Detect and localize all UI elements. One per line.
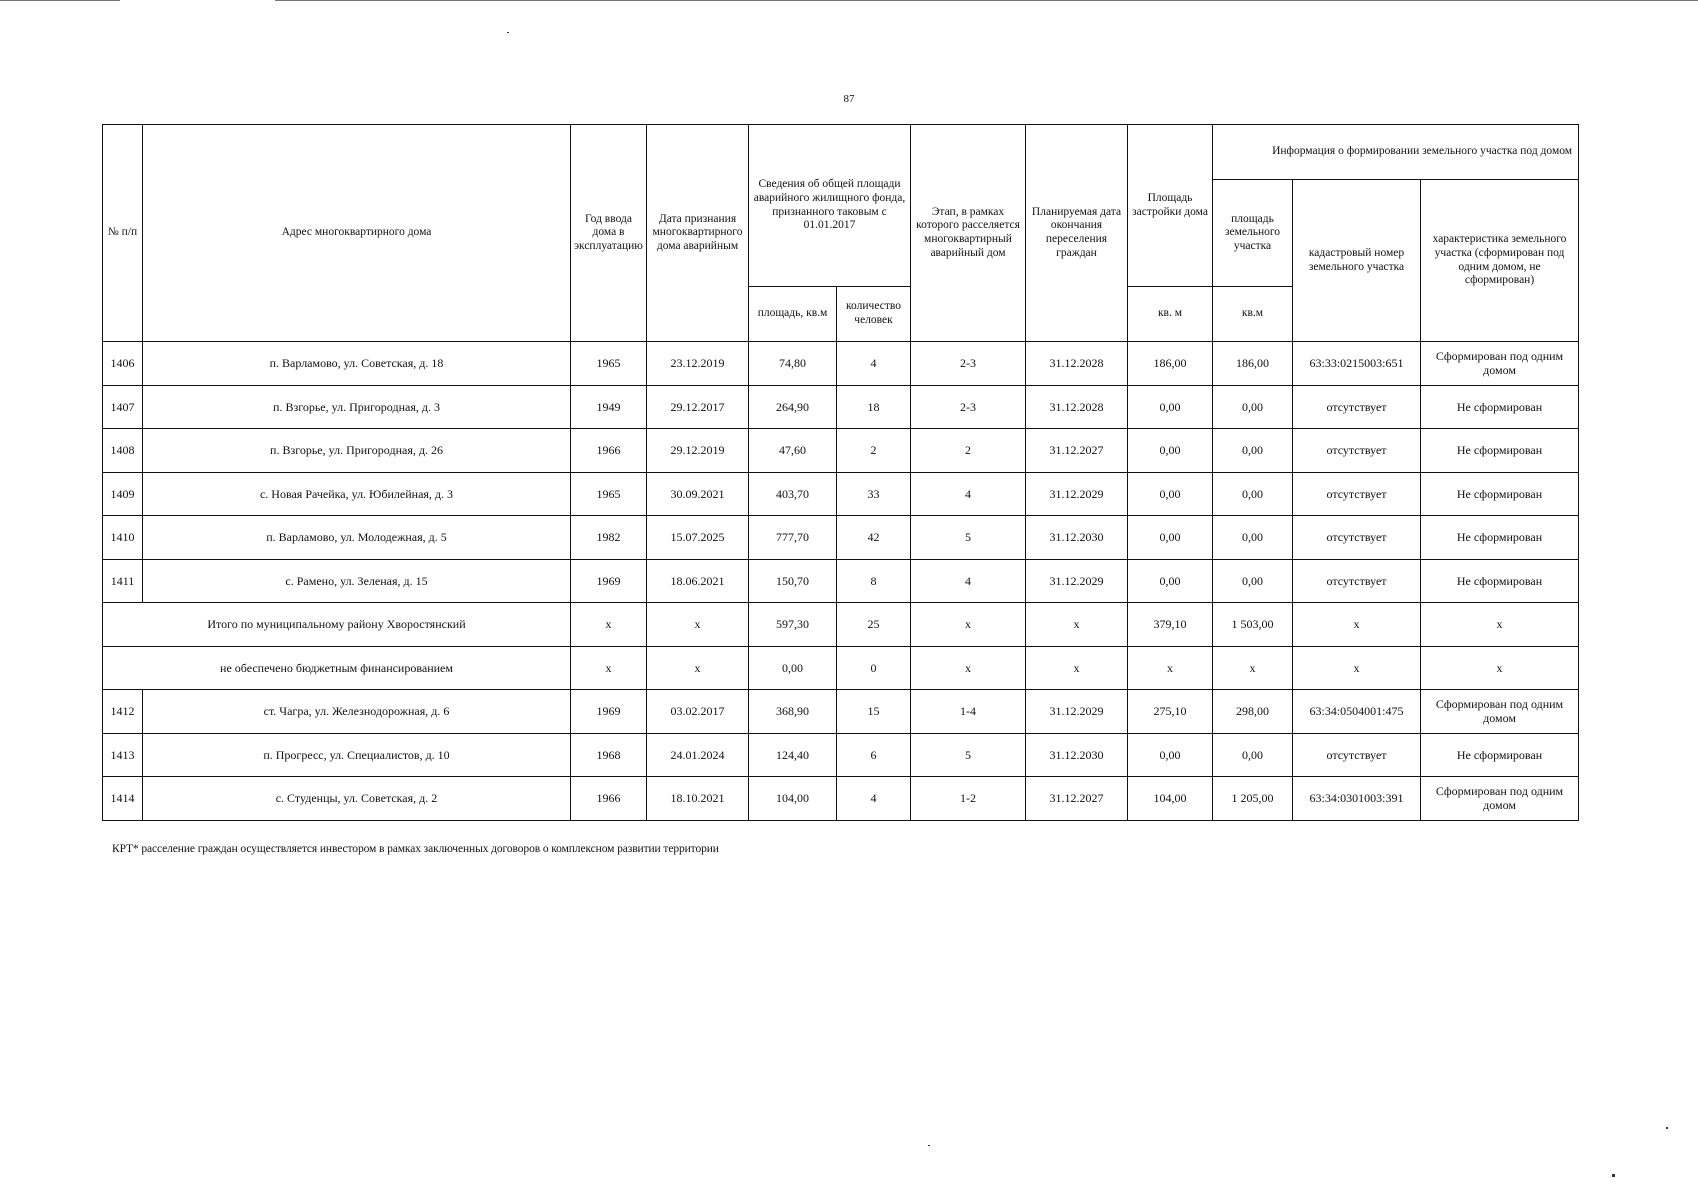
cell-area: 368,90: [749, 690, 837, 734]
cell-area: 264,90: [749, 385, 837, 429]
cell-land-area: 0,00: [1213, 385, 1293, 429]
row-address: ст. Чагра, ул. Железнодорожная, д. 6: [143, 690, 571, 734]
cell-cadastral: отсутствует: [1293, 516, 1421, 560]
table-row: [103, 472, 1579, 516]
top-rule-right: [275, 0, 1698, 1]
header-land-group: Информация о формировании земельного участка под домом: [1213, 125, 1579, 180]
header-characteristic: характеристика земельного участка (сформирован под одним домом, не сформирован): [1421, 180, 1579, 342]
cell-year: 1969: [571, 690, 647, 734]
cell-footprint: 104,00: [1128, 777, 1213, 821]
cell-date: 24.01.2024: [647, 733, 749, 777]
table-row: [103, 516, 1579, 560]
cell-footprint: 0,00: [1128, 516, 1213, 560]
cell-year: x: [571, 603, 647, 647]
cell-planned: 31.12.2028: [1026, 342, 1128, 386]
cell-date: 18.06.2021: [647, 559, 749, 603]
cell-people: 33: [837, 472, 911, 516]
cell-planned: 31.12.2029: [1026, 559, 1128, 603]
cell-planned: x: [1026, 603, 1128, 647]
header-stage: Этап, в рамках которого расселяется многоквартирный аварийный дом: [911, 125, 1026, 342]
cell-cadastral: 63:33:0215003:651: [1293, 342, 1421, 386]
cell-date: x: [647, 646, 749, 690]
scan-speck: [507, 32, 509, 33]
cell-year: 1965: [571, 472, 647, 516]
summary-label: Итого по муниципальному району Хворостянский: [103, 603, 571, 647]
header-cadastral: кадастровый номер земельного участка: [1293, 180, 1421, 342]
cell-cadastral: отсутствует: [1293, 385, 1421, 429]
cell-characteristic: Не сформирован: [1421, 429, 1579, 473]
cell-planned: 31.12.2030: [1026, 733, 1128, 777]
row-address: п. Варламово, ул. Молодежная, д. 5: [143, 516, 571, 560]
header-planned-date: Планируемая дата окончания переселения граждан: [1026, 125, 1128, 342]
cell-land-area: 0,00: [1213, 472, 1293, 516]
cell-land-area: 0,00: [1213, 733, 1293, 777]
header-people-sub: количество человек: [837, 287, 911, 342]
cell-stage: 2: [911, 429, 1026, 473]
table-row: [103, 733, 1579, 777]
header-address: Адрес многоквартирного дома: [143, 125, 571, 342]
cell-footprint: 0,00: [1128, 559, 1213, 603]
summary-row: [103, 646, 1579, 690]
cell-year: 1966: [571, 429, 647, 473]
scan-speck: [1666, 1127, 1668, 1129]
cell-land-area: 1 503,00: [1213, 603, 1293, 647]
row-number: 1410: [103, 516, 143, 560]
cell-people: 0: [837, 646, 911, 690]
cell-characteristic: Не сформирован: [1421, 559, 1579, 603]
cell-area: 0,00: [749, 646, 837, 690]
cell-people: 18: [837, 385, 911, 429]
cell-area: 104,00: [749, 777, 837, 821]
cell-date: x: [647, 603, 749, 647]
cell-stage: 5: [911, 733, 1026, 777]
scan-speck: [1612, 1174, 1615, 1177]
cell-people: 4: [837, 777, 911, 821]
cell-characteristic: x: [1421, 603, 1579, 647]
row-address: п. Варламово, ул. Советская, д. 18: [143, 342, 571, 386]
table-row: [103, 342, 1579, 386]
scan-speck: [928, 1145, 930, 1146]
cell-characteristic: Не сформирован: [1421, 733, 1579, 777]
cell-stage: 4: [911, 559, 1026, 603]
cell-land-area: 0,00: [1213, 559, 1293, 603]
cell-stage: 2-3: [911, 342, 1026, 386]
cell-year: 1969: [571, 559, 647, 603]
cell-people: 8: [837, 559, 911, 603]
cell-planned: 31.12.2029: [1026, 690, 1128, 734]
row-number: 1412: [103, 690, 143, 734]
header-area-sub: площадь, кв.м: [749, 287, 837, 342]
row-address: п. Взгорье, ул. Пригородная, д. 3: [143, 385, 571, 429]
cell-stage: 4: [911, 472, 1026, 516]
cell-area: 124,40: [749, 733, 837, 777]
cell-land-area: 298,00: [1213, 690, 1293, 734]
row-number: 1413: [103, 733, 143, 777]
cell-date: 18.10.2021: [647, 777, 749, 821]
row-address: п. Прогресс, ул. Специалистов, д. 10: [143, 733, 571, 777]
cell-area: 403,70: [749, 472, 837, 516]
cell-date: 23.12.2019: [647, 342, 749, 386]
cell-area: 777,70: [749, 516, 837, 560]
cell-stage: x: [911, 603, 1026, 647]
header-footprint: Площадь застройки дома: [1128, 125, 1213, 287]
cell-stage: 1-4: [911, 690, 1026, 734]
table-body: [103, 342, 1579, 821]
cell-people: 2: [837, 429, 911, 473]
cell-area: 47,60: [749, 429, 837, 473]
cell-date: 29.12.2019: [647, 429, 749, 473]
cell-area: 150,70: [749, 559, 837, 603]
table-row: [103, 385, 1579, 429]
cell-stage: 1-2: [911, 777, 1026, 821]
header-num: № п/п: [103, 125, 143, 342]
cell-characteristic: Не сформирован: [1421, 385, 1579, 429]
cell-footprint: 379,10: [1128, 603, 1213, 647]
cell-planned: 31.12.2029: [1026, 472, 1128, 516]
cell-land-area: 0,00: [1213, 516, 1293, 560]
cell-land-area: x: [1213, 646, 1293, 690]
footnote: КРТ* расселение граждан осуществляется инвестором в рамках заключенных договоров о комплексном развитии территории: [112, 843, 719, 855]
cell-planned: 31.12.2027: [1026, 777, 1128, 821]
cell-planned: 31.12.2028: [1026, 385, 1128, 429]
row-address: п. Взгорье, ул. Пригородная, д. 26: [143, 429, 571, 473]
cell-planned: 31.12.2027: [1026, 429, 1128, 473]
cell-cadastral: 63:34:0301003:391: [1293, 777, 1421, 821]
cell-stage: x: [911, 646, 1026, 690]
cell-date: 30.09.2021: [647, 472, 749, 516]
cell-year: 1968: [571, 733, 647, 777]
row-address: с. Студенцы, ул. Советская, д. 2: [143, 777, 571, 821]
row-address: с. Новая Рачейка, ул. Юбилейная, д. 3: [143, 472, 571, 516]
page-number: 87: [843, 93, 855, 105]
top-rule-left: [0, 0, 120, 1]
header-land-area: площадь земельного участка: [1213, 180, 1293, 287]
cell-stage: 5: [911, 516, 1026, 560]
cell-people: 6: [837, 733, 911, 777]
cell-land-area: 1 205,00: [1213, 777, 1293, 821]
housing-registry-table: [102, 124, 1579, 821]
cell-year: 1982: [571, 516, 647, 560]
cell-footprint: 0,00: [1128, 385, 1213, 429]
cell-land-area: 0,00: [1213, 429, 1293, 473]
cell-characteristic: Не сформирован: [1421, 516, 1579, 560]
row-number: 1407: [103, 385, 143, 429]
cell-planned: x: [1026, 646, 1128, 690]
cell-characteristic: Сформирован под одним домом: [1421, 690, 1579, 734]
cell-land-area: 186,00: [1213, 342, 1293, 386]
cell-year: 1949: [571, 385, 647, 429]
cell-footprint: 0,00: [1128, 472, 1213, 516]
summary-row: [103, 603, 1579, 647]
row-number: 1411: [103, 559, 143, 603]
cell-characteristic: Не сформирован: [1421, 472, 1579, 516]
table-row: [103, 559, 1579, 603]
cell-cadastral: отсутствует: [1293, 429, 1421, 473]
cell-cadastral: 63:34:0504001:475: [1293, 690, 1421, 734]
row-number: 1409: [103, 472, 143, 516]
cell-footprint: 186,00: [1128, 342, 1213, 386]
cell-date: 15.07.2025: [647, 516, 749, 560]
cell-area: 597,30: [749, 603, 837, 647]
cell-year: 1965: [571, 342, 647, 386]
cell-footprint: 0,00: [1128, 733, 1213, 777]
cell-date: 29.12.2017: [647, 385, 749, 429]
cell-area: 74,80: [749, 342, 837, 386]
cell-year: x: [571, 646, 647, 690]
cell-characteristic: Сформирован под одним домом: [1421, 777, 1579, 821]
cell-footprint: 275,10: [1128, 690, 1213, 734]
table-row: [103, 429, 1579, 473]
cell-characteristic: Сформирован под одним домом: [1421, 342, 1579, 386]
cell-people: 25: [837, 603, 911, 647]
header-footprint-unit: кв. м: [1128, 287, 1213, 342]
header-recognized-date: Дата признания многоквартирного дома аварийным: [647, 125, 749, 342]
row-number: 1408: [103, 429, 143, 473]
header-year: Год ввода дома в эксплуатацию: [571, 125, 647, 342]
cell-people: 4: [837, 342, 911, 386]
cell-footprint: x: [1128, 646, 1213, 690]
cell-stage: 2-3: [911, 385, 1026, 429]
cell-people: 15: [837, 690, 911, 734]
cell-planned: 31.12.2030: [1026, 516, 1128, 560]
row-address: с. Рамено, ул. Зеленая, д. 15: [143, 559, 571, 603]
row-number: 1406: [103, 342, 143, 386]
cell-cadastral: отсутствует: [1293, 559, 1421, 603]
summary-label: не обеспечено бюджетным финансированием: [103, 646, 571, 690]
table-row: [103, 690, 1579, 734]
header-area-info: Сведения об общей площади аварийного жилищного фонда, признанного таковым с 01.01.2017: [749, 125, 911, 287]
header-land-area-unit: кв.м: [1213, 287, 1293, 342]
cell-people: 42: [837, 516, 911, 560]
cell-cadastral: отсутствует: [1293, 472, 1421, 516]
cell-footprint: 0,00: [1128, 429, 1213, 473]
cell-characteristic: x: [1421, 646, 1579, 690]
cell-cadastral: x: [1293, 646, 1421, 690]
row-number: 1414: [103, 777, 143, 821]
table-row: [103, 777, 1579, 821]
cell-date: 03.02.2017: [647, 690, 749, 734]
cell-year: 1966: [571, 777, 647, 821]
cell-cadastral: отсутствует: [1293, 733, 1421, 777]
cell-cadastral: x: [1293, 603, 1421, 647]
